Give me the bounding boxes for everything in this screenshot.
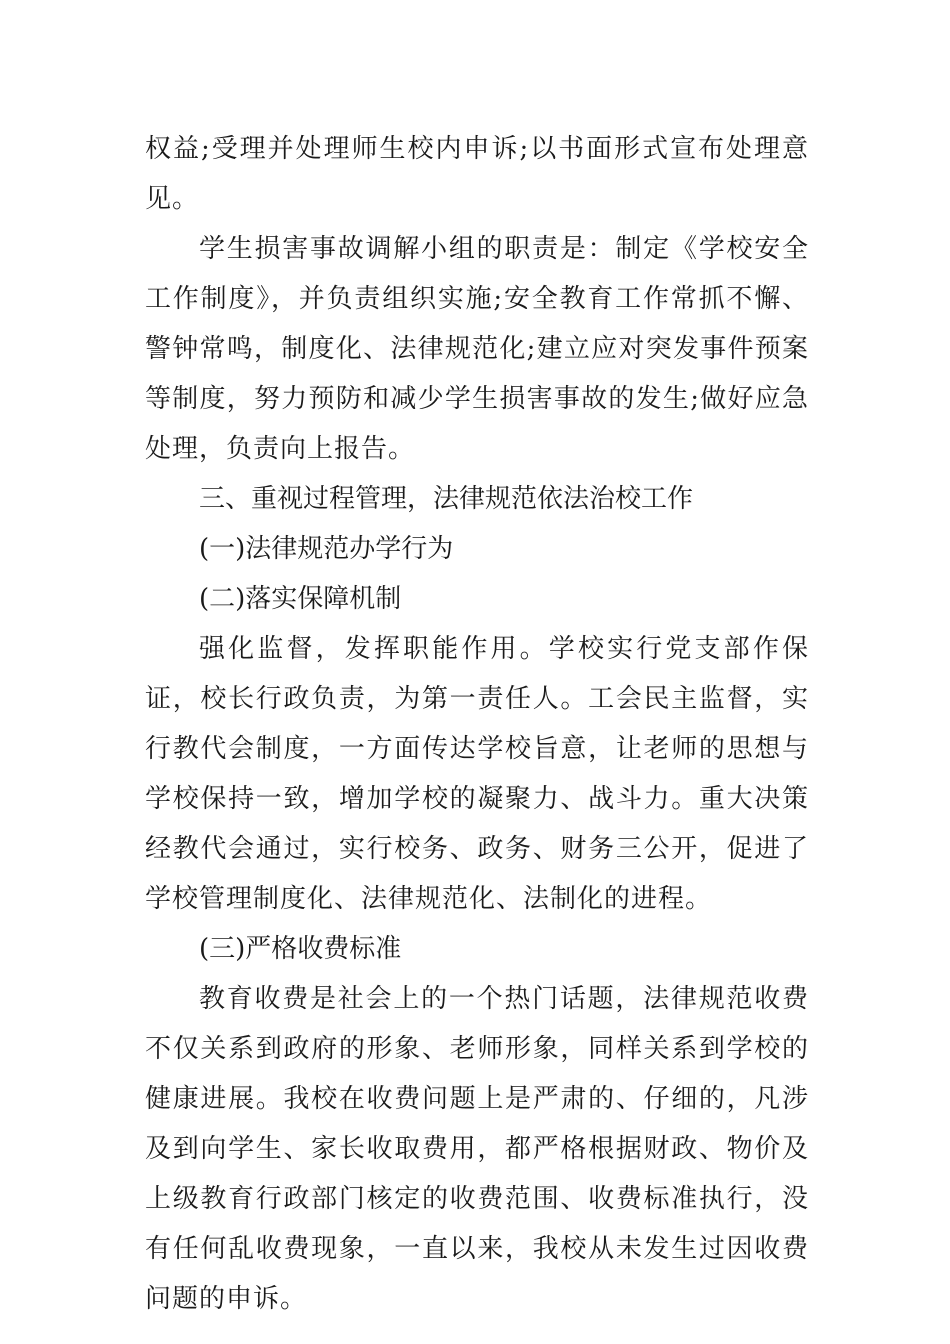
paragraph-fees: 教育收费是社会上的一个热门话题，法律规范收费不仅关系到政府的形象、老师形象，同样关系到学校的健康进展。我校在收费问题上是严肃的、仔细的，凡涉及到向学生、家长收取费用，都严格根据财政、物价及上级教育行政部门核定的收费范围、收费标准执行，没有任何乱收费现象，一直以来，我校从未发生过因收费问题的申诉。 <box>145 984 809 1314</box>
subheading-regulate-conduct: (一)法律规范办学行为 <box>199 534 454 564</box>
subheading-fee-standards: (三)严格收费标准 <box>199 934 402 964</box>
subheading-safeguard-mechanism: (二)落实保障机制 <box>199 584 402 614</box>
document-body <box>145 124 809 1324</box>
paragraph-mediation-duties: 学生损害事故调解小组的职责是：制定《学校安全工作制度》，并负责组织实施;安全教育工作常抓不懈、警钟常鸣，制度化、法律规范化;建立应对突发事件预案等制度，努力预防和减少学生损害事故的发生;做好应急处理，负责向上报告。 <box>145 234 809 464</box>
paragraph-rights-continuation: 权益;受理并处理师生校内申诉;以书面形式宣布处理意见。 <box>145 134 809 214</box>
section-heading-process-management: 三、重视过程管理，法律规范依法治校工作 <box>199 484 694 514</box>
paragraph-supervision: 强化监督，发挥职能作用。学校实行党支部作保证，校长行政负责，为第一责任人。工会民主监督，实行教代会制度，一方面传达学校旨意，让老师的思想与学校保持一致，增加学校的凝聚力、战斗力。重大决策经教代会通过，实行校务、政务、财务三公开，促进了学校管理制度化、法律规范化、法制化的进程。 <box>145 634 809 914</box>
